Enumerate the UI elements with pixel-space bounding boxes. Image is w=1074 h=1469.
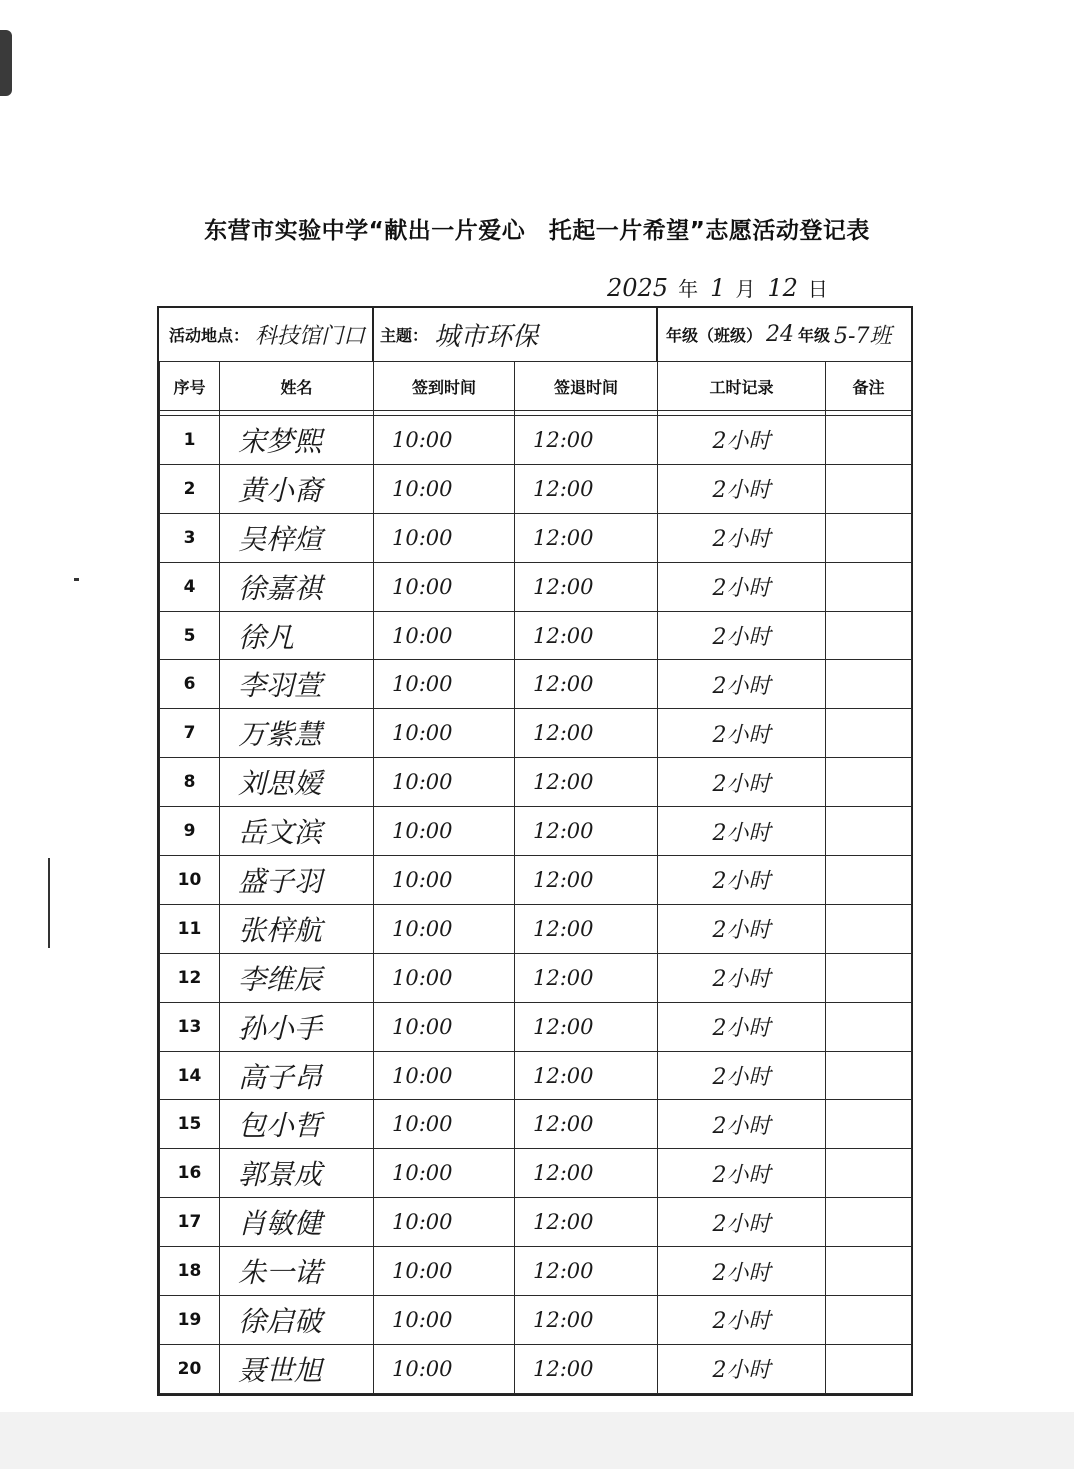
signout-time: 12:00: [515, 758, 658, 807]
table-row: [160, 1149, 912, 1198]
note-cell: [826, 562, 912, 611]
form-title: 东营市实验中学“献出一片爱心 托起一片希望”志愿活动登记表: [204, 218, 870, 244]
volunteer-name: 孙小手: [220, 1002, 374, 1051]
registration-sheet: [157, 306, 913, 1396]
signin-time: 10:00: [374, 1100, 515, 1149]
signin-time: 10:00: [374, 1198, 515, 1247]
note-cell: [826, 709, 912, 758]
date-line: [607, 268, 836, 302]
volunteer-name: 徐凡: [220, 611, 374, 660]
table-row: [160, 1198, 912, 1247]
note-cell: [826, 904, 912, 953]
hours-record: 2小时: [658, 513, 826, 562]
row-number: 17: [160, 1198, 220, 1247]
note-cell: [826, 464, 912, 513]
volunteer-name: 盛子羽: [220, 856, 374, 905]
signin-time: 10:00: [374, 953, 515, 1002]
theme-value: 城市环保: [434, 322, 539, 352]
hours-record: 2小时: [658, 660, 826, 709]
volunteer-name: 聂世旭: [220, 1344, 374, 1393]
hours-record: 2小时: [658, 904, 826, 953]
hours-record: 2小时: [658, 1344, 826, 1393]
signin-time: 10:00: [374, 904, 515, 953]
date-month: 1: [710, 274, 726, 302]
volunteer-name: 朱一诺: [220, 1247, 374, 1296]
signin-time: 10:00: [374, 562, 515, 611]
table-row: [160, 1051, 912, 1100]
note-cell: [826, 856, 912, 905]
signout-time: 12:00: [515, 1344, 658, 1393]
note-cell: [826, 1247, 912, 1296]
signout-time: 12:00: [515, 1198, 658, 1247]
signin-time: 10:00: [374, 1296, 515, 1345]
table-row: [160, 1344, 912, 1393]
row-number: 12: [160, 953, 220, 1002]
signout-time: 12:00: [515, 953, 658, 1002]
signout-time: 12:00: [515, 807, 658, 856]
col-header-no: 序号: [160, 362, 220, 411]
date-year: 2025: [607, 274, 669, 302]
signout-time: 12:00: [515, 611, 658, 660]
volunteer-name: 徐启破: [220, 1296, 374, 1345]
date-year-label: 年: [678, 277, 699, 301]
table-row: [160, 904, 912, 953]
hours-record: 2小时: [658, 1149, 826, 1198]
location-value: 科技馆门口: [255, 324, 366, 349]
signout-time: 12:00: [515, 416, 658, 465]
row-number: 7: [160, 709, 220, 758]
volunteer-table: [159, 361, 912, 1394]
margin-speck: [74, 578, 79, 581]
row-number: 3: [160, 513, 220, 562]
signout-time: 12:00: [515, 1100, 658, 1149]
signout-time: 12:00: [515, 562, 658, 611]
table-row: [160, 562, 912, 611]
row-number: 1: [160, 416, 220, 465]
row-number: 16: [160, 1149, 220, 1198]
table-header-row: [160, 362, 912, 411]
signout-time: 12:00: [515, 1051, 658, 1100]
note-cell: [826, 807, 912, 856]
note-cell: [826, 1051, 912, 1100]
table-row: [160, 807, 912, 856]
signin-time: 10:00: [374, 416, 515, 465]
grade-cell: [666, 308, 911, 361]
location-cell: [169, 308, 369, 361]
row-number: 18: [160, 1247, 220, 1296]
row-number: 8: [160, 758, 220, 807]
signout-time: 12:00: [515, 1149, 658, 1198]
table-row: [160, 1100, 912, 1149]
note-cell: [826, 1002, 912, 1051]
col-header-note: 备注: [826, 362, 912, 411]
volunteer-name: 吴梓煊: [220, 513, 374, 562]
signin-time: 10:00: [374, 1149, 515, 1198]
signout-time: 12:00: [515, 856, 658, 905]
table-row: [160, 660, 912, 709]
table-row: [160, 709, 912, 758]
hours-record: 2小时: [658, 709, 826, 758]
activity-info-row: [159, 308, 911, 362]
note-cell: [826, 1149, 912, 1198]
note-cell: [826, 611, 912, 660]
volunteer-name: 张梓航: [220, 904, 374, 953]
signout-time: 12:00: [515, 1247, 658, 1296]
note-cell: [826, 1198, 912, 1247]
grade-value: 24: [766, 322, 795, 347]
volunteer-name: 肖敏健: [220, 1198, 374, 1247]
table-row: [160, 611, 912, 660]
hours-record: 2小时: [658, 1198, 826, 1247]
note-cell: [826, 416, 912, 465]
volunteer-name: 万紫慧: [220, 709, 374, 758]
signin-time: 10:00: [374, 758, 515, 807]
side-tab-handle[interactable]: [0, 30, 12, 96]
row-number: 5: [160, 611, 220, 660]
table-row: [160, 1296, 912, 1345]
signout-time: 12:00: [515, 1002, 658, 1051]
hours-record: 2小时: [658, 953, 826, 1002]
grade-label: 年级（班级）: [666, 326, 763, 345]
volunteer-name: 李羽萱: [220, 660, 374, 709]
col-header-name: 姓名: [220, 362, 374, 411]
note-cell: [826, 1296, 912, 1345]
signout-time: 12:00: [515, 904, 658, 953]
date-day: 12: [767, 274, 798, 302]
date-month-label: 月: [735, 277, 756, 301]
row-number: 14: [160, 1051, 220, 1100]
col-header-signin: 签到时间: [374, 362, 515, 411]
row-number: 15: [160, 1100, 220, 1149]
hours-record: 2小时: [658, 807, 826, 856]
note-cell: [826, 660, 912, 709]
volunteer-name: 黄小裔: [220, 464, 374, 513]
class-value: 5-7班: [834, 324, 892, 349]
hours-record: 2小时: [658, 758, 826, 807]
table-row: [160, 513, 912, 562]
signin-time: 10:00: [374, 464, 515, 513]
signin-time: 10:00: [374, 856, 515, 905]
signin-time: 10:00: [374, 807, 515, 856]
signin-time: 10:00: [374, 1344, 515, 1393]
volunteer-name: 刘思嫒: [220, 758, 374, 807]
signout-time: 12:00: [515, 513, 658, 562]
margin-pen-mark: [48, 858, 50, 948]
location-label: 活动地点：: [169, 326, 250, 345]
row-number: 19: [160, 1296, 220, 1345]
signin-time: 10:00: [374, 1051, 515, 1100]
signout-time: 12:00: [515, 464, 658, 513]
signout-time: 12:00: [515, 660, 658, 709]
volunteer-name: 李维辰: [220, 953, 374, 1002]
row-number: 2: [160, 464, 220, 513]
row-number: 9: [160, 807, 220, 856]
row-number: 10: [160, 856, 220, 905]
theme-label: 主题：: [380, 326, 429, 345]
table-row: [160, 953, 912, 1002]
volunteer-name: 宋梦熙: [220, 416, 374, 465]
note-cell: [826, 1344, 912, 1393]
signin-time: 10:00: [374, 1247, 515, 1296]
table-row: [160, 416, 912, 465]
table-row: [160, 758, 912, 807]
note-cell: [826, 1100, 912, 1149]
hours-record: 2小时: [658, 1051, 826, 1100]
hours-record: 2小时: [658, 856, 826, 905]
signin-time: 10:00: [374, 611, 515, 660]
row-number: 11: [160, 904, 220, 953]
table-row: [160, 1002, 912, 1051]
date-day-label: 日: [807, 277, 828, 301]
table-row: [160, 464, 912, 513]
hours-record: 2小时: [658, 1002, 826, 1051]
table-row: [160, 1247, 912, 1296]
hours-record: 2小时: [658, 416, 826, 465]
theme-cell: [380, 308, 650, 361]
hours-record: 2小时: [658, 1247, 826, 1296]
hours-record: 2小时: [658, 611, 826, 660]
signout-time: 12:00: [515, 709, 658, 758]
volunteer-name: 郭景成: [220, 1149, 374, 1198]
signin-time: 10:00: [374, 513, 515, 562]
table-row: [160, 856, 912, 905]
hours-record: 2小时: [658, 1296, 826, 1345]
bottom-bar: [0, 1412, 1074, 1469]
volunteer-name: 高子昂: [220, 1051, 374, 1100]
hours-record: 2小时: [658, 562, 826, 611]
signin-time: 10:00: [374, 709, 515, 758]
row-number: 4: [160, 562, 220, 611]
hours-record: 2小时: [658, 1100, 826, 1149]
note-cell: [826, 953, 912, 1002]
hours-record: 2小时: [658, 464, 826, 513]
volunteer-name: 徐嘉祺: [220, 562, 374, 611]
volunteer-name: 岳文滨: [220, 807, 374, 856]
row-number: 13: [160, 1002, 220, 1051]
row-number: 6: [160, 660, 220, 709]
volunteer-name: 包小哲: [220, 1100, 374, 1149]
signout-time: 12:00: [515, 1296, 658, 1345]
signin-time: 10:00: [374, 1002, 515, 1051]
row-number: 20: [160, 1344, 220, 1393]
col-header-hours: 工时记录: [658, 362, 826, 411]
signin-time: 10:00: [374, 660, 515, 709]
note-cell: [826, 758, 912, 807]
note-cell: [826, 513, 912, 562]
grade-suffix: 年级: [798, 326, 831, 345]
col-header-signout: 签退时间: [515, 362, 658, 411]
